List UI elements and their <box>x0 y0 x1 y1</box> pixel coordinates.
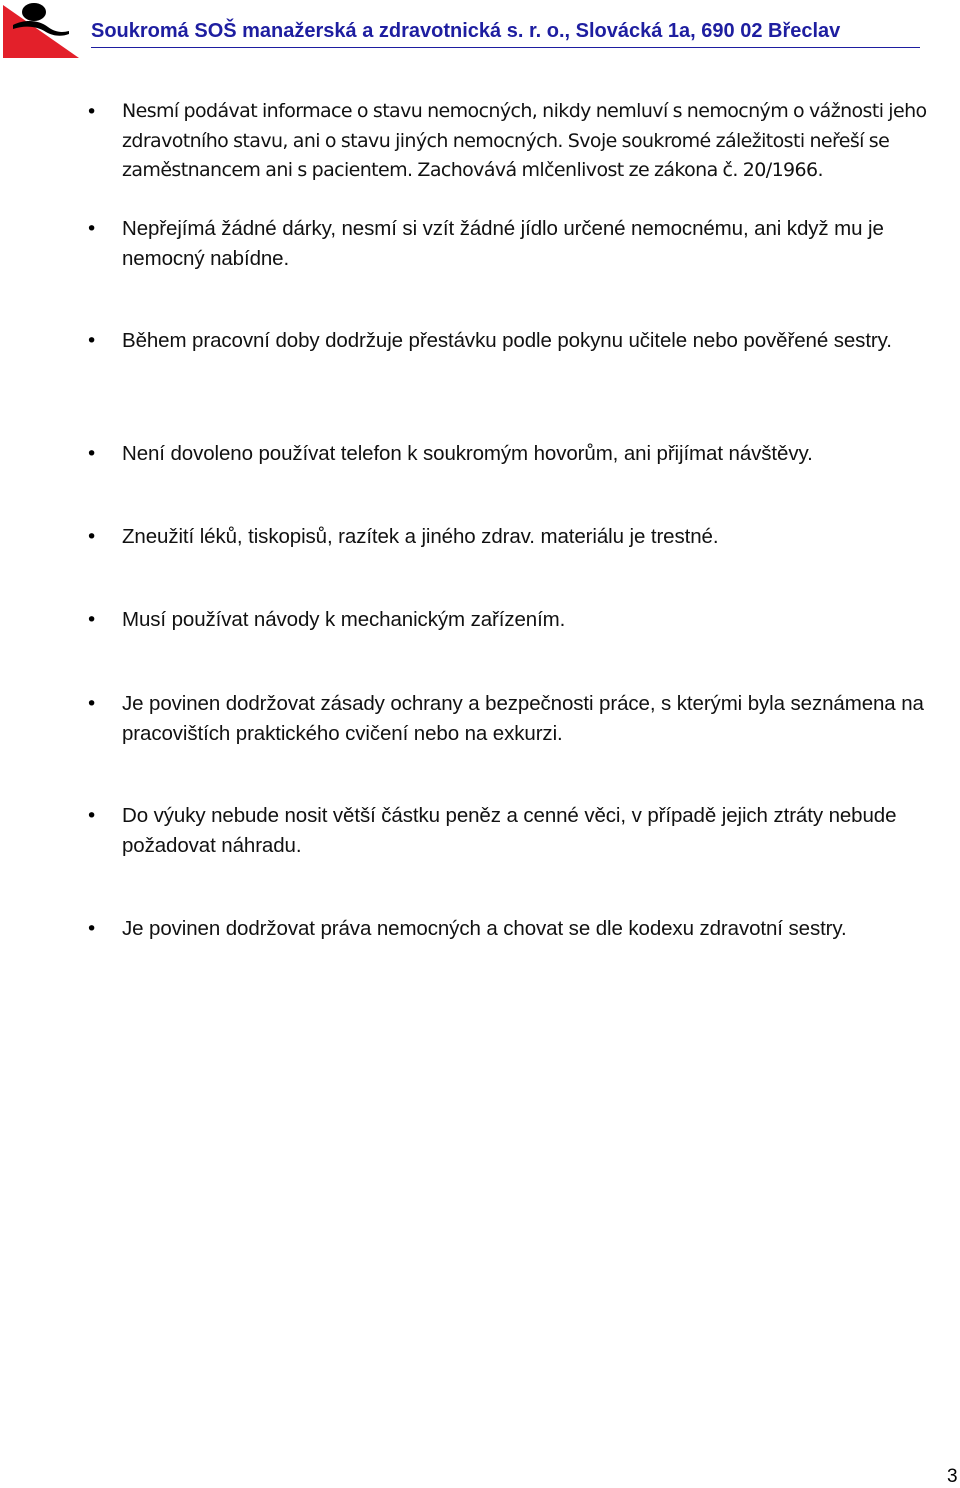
list-item-text: Musí používat návody k mechanickým zařízením. <box>122 608 566 631</box>
bullet-marker: • <box>86 609 98 631</box>
school-logo-icon <box>3 2 79 58</box>
header-rule <box>91 47 920 48</box>
bullet-marker: • <box>86 218 98 240</box>
bullet-marker: • <box>86 443 98 465</box>
page-header <box>0 0 960 62</box>
bullet-marker: • <box>86 101 98 123</box>
list-item-text: Nepřejímá žádné dárky, nesmí si vzít žádné jídlo určené nemocnému, ani když mu je nemocný nabídne. <box>122 217 884 270</box>
list-item-text: Do výuky nebude nosit větší částku peněz a cenné věci, v případě jejich ztráty nebude požadovat náhradu. <box>122 804 897 857</box>
header-title: Soukromá SOŠ manažerská a zdravotnická s. r. o., Slovácká 1a, 690 02 Břeclav <box>91 20 841 42</box>
list-item-text: Během pracovní doby dodržuje přestávku podle pokynu učitele nebo pověřené sestry. <box>122 329 892 352</box>
page-number: 3 <box>947 1466 958 1487</box>
list-item-text: Je povinen dodržovat zásady ochrany a bezpečnosti práce, s kterými byla seznámena na pracovištích praktického cvičení nebo na exkurzi. <box>122 692 924 745</box>
list-item-text: Není dovoleno používat telefon k soukromým hovorům, ani přijímat návštěvy. <box>122 442 813 465</box>
bullet-marker: • <box>86 805 98 827</box>
list-item-text: Nesmí podávat informace o stavu nemocných, nikdy nemluví s nemocným o vážnosti jeho zdravotního stavu, ani o stavu jiných nemocných. Svoje soukromé záležitosti neřeší se zaměstnancem ani s pacientem. Zachovává mlčenlivost ze zákona č. 20/1966. <box>122 100 927 181</box>
list-item-text: Zneužití léků, tiskopisů, razítek a jiného zdrav. materiálu je trestné. <box>122 525 719 548</box>
bullet-marker: • <box>86 918 98 940</box>
bullet-marker: • <box>86 330 98 352</box>
list-item-text: Je povinen dodržovat práva nemocných a chovat se dle kodexu zdravotní sestry. <box>122 917 847 940</box>
bullet-marker: • <box>86 693 98 715</box>
bullet-marker: • <box>86 526 98 548</box>
